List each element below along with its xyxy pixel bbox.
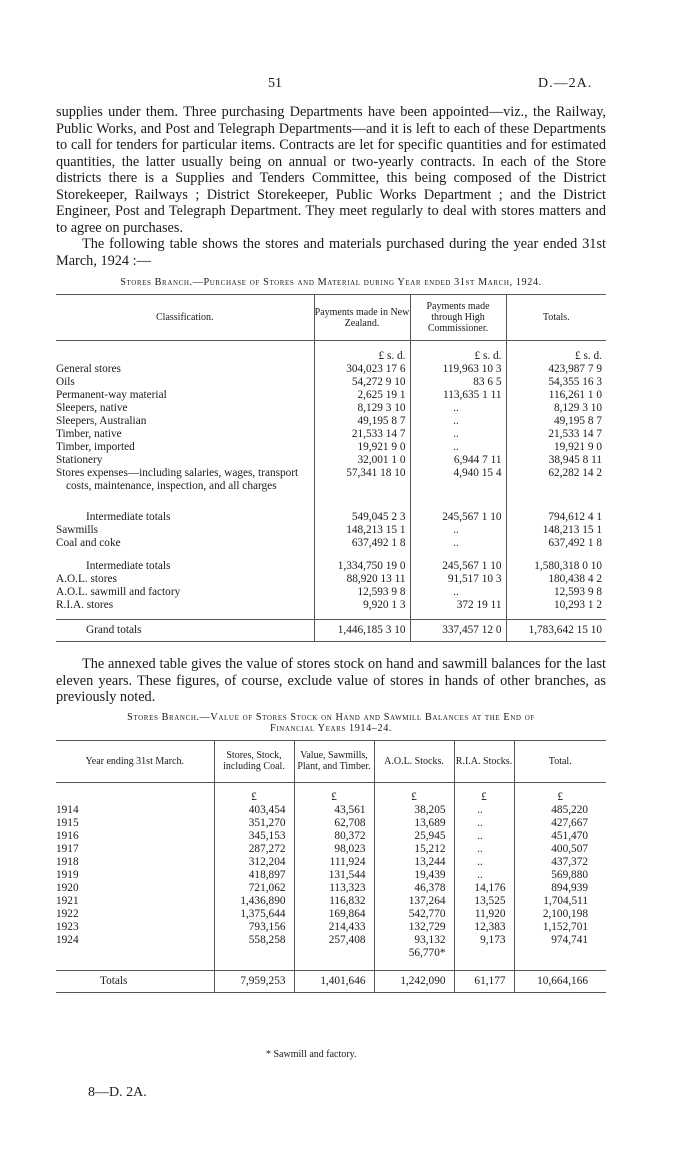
table-row <box>56 573 606 586</box>
cell-a: 721,062 <box>214 882 294 895</box>
cell-b: 116,832 <box>294 895 374 908</box>
cell-tot: 794,612 4 1 <box>506 511 606 524</box>
row-label: A.O.L. stores <box>56 572 117 585</box>
table-row <box>56 804 606 817</box>
row-label: Sawmills <box>56 523 99 536</box>
row-year: 1918 <box>56 856 79 868</box>
cell-tot: 38,945 8 11 <box>506 454 606 467</box>
cell-d: .. <box>454 856 514 869</box>
cell-hc: 372 19 11 <box>410 599 506 612</box>
cell-c: 46,378 <box>374 882 454 895</box>
cell-d: .. <box>454 817 514 830</box>
row-label: Intermediate totals <box>86 559 171 572</box>
cell-hc: 4,940 15 4 <box>410 467 506 493</box>
unit-label: £ <box>374 782 454 804</box>
cell-hc: 245,567 1 10 <box>410 560 506 573</box>
cell-e: 10,664,166 <box>514 970 606 992</box>
row-year: 1923 <box>56 921 79 933</box>
table-row <box>56 934 606 947</box>
cell-c: 13,689 <box>374 817 454 830</box>
cell-nz: 637,492 1 8 <box>314 537 410 550</box>
cell-nz: 9,920 1 3 <box>314 599 410 612</box>
table-row <box>56 830 606 843</box>
cell-a: 351,270 <box>214 817 294 830</box>
cell-nz: 12,593 9 8 <box>314 586 410 599</box>
stock-table <box>56 740 606 993</box>
row-label: Coal and coke <box>56 536 121 549</box>
cell-e: 894,939 <box>514 882 606 895</box>
cell-d: .. <box>454 804 514 817</box>
cell-a: 793,156 <box>214 921 294 934</box>
table-row <box>56 441 606 454</box>
cell-e: 400,507 <box>514 843 606 856</box>
cell-hc: 337,457 12 0 <box>410 620 506 642</box>
table-row <box>56 817 606 830</box>
cell-d: 13,525 <box>454 895 514 908</box>
table-row <box>56 376 606 389</box>
unit-label: £ <box>294 782 374 804</box>
table1-caption: Stores Branch.—Purchase of Stores and Material during Year ended 31st March, 1924. <box>120 277 542 288</box>
cell-d: .. <box>454 843 514 856</box>
cell-nz: 88,920 13 11 <box>314 573 410 586</box>
unit-label: £ s. d. <box>506 341 606 363</box>
table-row <box>56 537 606 550</box>
table-row <box>56 524 606 537</box>
cell-e: 569,880 <box>514 869 606 882</box>
cell-b: 43,561 <box>294 804 374 817</box>
row-year: 1915 <box>56 817 79 829</box>
cell-c: 93,132 <box>374 934 454 947</box>
cell-nz: 1,334,750 19 0 <box>314 560 410 573</box>
cell-d: 14,176 <box>454 882 514 895</box>
page-body <box>56 104 606 993</box>
cell-tot: 54,355 16 3 <box>506 376 606 389</box>
row-label: Timber, native <box>56 427 122 440</box>
cell-c: 38,205 <box>374 804 454 817</box>
col-nz-payments: Payments made in New Zealand. <box>314 295 410 341</box>
cell-e: 437,372 <box>514 856 606 869</box>
cell-hc: 6,944 7 11 <box>410 454 506 467</box>
cell-a: 345,153 <box>214 830 294 843</box>
cell-d: .. <box>454 830 514 843</box>
table2-caption-line1: Stores Branch.—Value of Stores Stock on Hand and Sawmill Balances at the End of <box>127 711 535 723</box>
cell-a: 1,375,644 <box>214 908 294 921</box>
table-row <box>56 467 606 493</box>
cell-tot: 10,293 1 2 <box>506 599 606 612</box>
col-year: Year ending 31st March. <box>85 755 184 767</box>
col-stores-stock: Stores, Stock, including Coal. <box>214 740 294 782</box>
page-number: 51 <box>268 76 282 91</box>
cell-a: 418,897 <box>214 869 294 882</box>
table-row <box>56 454 606 467</box>
table-row <box>56 869 606 882</box>
cell-e <box>514 947 606 960</box>
cell-tot: 1,783,642 15 10 <box>506 620 606 642</box>
row-label: Sleepers, native <box>56 401 128 414</box>
table-row <box>56 586 606 599</box>
table-row <box>56 856 606 869</box>
table-row <box>56 428 606 441</box>
cell-a: 1,436,890 <box>214 895 294 908</box>
cell-nz: 1,446,185 3 10 <box>314 620 410 642</box>
cell-nz: 49,195 8 7 <box>314 415 410 428</box>
table-row <box>56 843 606 856</box>
cell-tot: 1,580,318 0 10 <box>506 560 606 573</box>
row-year: 1924 <box>56 934 79 946</box>
cell-a: 403,454 <box>214 804 294 817</box>
cell-tot: 180,438 4 2 <box>506 573 606 586</box>
paragraph-2: The following table shows the stores and materials purchased during the year ended 31st March, 1924 :— <box>56 236 606 269</box>
unit-label: £ <box>214 782 294 804</box>
purchases-table <box>56 294 606 642</box>
document-reference: D.—2A. <box>538 76 593 91</box>
col-totals: Totals. <box>506 295 606 341</box>
table-row <box>56 599 606 612</box>
cell-c: 1,242,090 <box>374 970 454 992</box>
cell-c: 19,439 <box>374 869 454 882</box>
col-aol-stocks: A.O.L. Stocks. <box>374 740 454 782</box>
row-year: 1917 <box>56 843 79 855</box>
row-label: General stores <box>56 362 121 375</box>
cell-a: 558,258 <box>214 934 294 947</box>
cell-e: 974,741 <box>514 934 606 947</box>
cell-d: 9,173 <box>454 934 514 947</box>
row-label: Stores expenses—including salaries, wages, transport costs, maintenance, inspection, and all charges <box>56 466 299 492</box>
row-label: A.O.L. sawmill and factory <box>56 585 181 598</box>
cell-hc: .. <box>410 415 506 428</box>
grand-total-row <box>56 620 606 642</box>
row-year: 1920 <box>56 882 79 894</box>
table2-caption-line2: Financial Years 1914–24. <box>269 722 393 734</box>
cell-e: 1,704,511 <box>514 895 606 908</box>
cell-d: 12,383 <box>454 921 514 934</box>
paragraph-3: The annexed table gives the value of stores stock on hand and sawmill balances for the last eleven years. These figures, of course, exclude value of stores in hands of other branches, as previously noted. <box>56 656 606 705</box>
unit-label: £ s. d. <box>410 341 506 363</box>
cell-a: 312,204 <box>214 856 294 869</box>
cell-b: 62,708 <box>294 817 374 830</box>
cell-e: 451,470 <box>514 830 606 843</box>
unit-label: £ s. d. <box>314 341 410 363</box>
cell-a <box>214 947 294 960</box>
cell-a: 287,272 <box>214 843 294 856</box>
cell-tot: 116,261 1 0 <box>506 389 606 402</box>
cell-b <box>294 947 374 960</box>
cell-hc: .. <box>410 428 506 441</box>
cell-nz: 148,213 15 1 <box>314 524 410 537</box>
cell-e: 427,667 <box>514 817 606 830</box>
row-year: 1914 <box>56 804 79 816</box>
paragraph-1: supplies under them. Three purchasing Departments have been appointed—viz., the Railway, Public Works, and Post and Telegraph Departments—and it is left to each of these Departments to call for tenders for particular items. Contracts are let for specific quantities and for estimated quantities, the latter usually being on annual or two-yearly contracts. In each of the Store districts there is a Supplies and Tenders Committee, this being composed of the District Storekeeper, Railways ; District Storekeeper, Public Works Department ; and the District Engineer, Post and Telegraph Department. They meet regularly to deal with stores matters and to agree on purchases. <box>56 104 606 236</box>
cell-a: 7,959,253 <box>214 970 294 992</box>
cell-nz: 57,341 18 10 <box>314 467 410 493</box>
col-sawmills: Value, Sawmills, Plant, and Timber. <box>294 740 374 782</box>
cell-nz: 304,023 17 6 <box>314 363 410 376</box>
table-row <box>56 415 606 428</box>
table-row <box>56 511 606 524</box>
cell-tot: 8,129 3 10 <box>506 402 606 415</box>
row-year: 1916 <box>56 830 79 842</box>
cell-nz: 54,272 9 10 <box>314 376 410 389</box>
cell-hc: 113,635 1 11 <box>410 389 506 402</box>
cell-tot: 148,213 15 1 <box>506 524 606 537</box>
cell-hc: .. <box>410 441 506 454</box>
cell-b: 80,372 <box>294 830 374 843</box>
table-row <box>56 389 606 402</box>
cell-tot: 423,987 7 9 <box>506 363 606 376</box>
row-label: Totals <box>100 974 128 987</box>
cell-d: 61,177 <box>454 970 514 992</box>
footnote: * Sawmill and factory. <box>266 1049 357 1060</box>
cell-tot: 637,492 1 8 <box>506 537 606 550</box>
cell-tot: 12,593 9 8 <box>506 586 606 599</box>
cell-b: 111,924 <box>294 856 374 869</box>
unit-label: £ <box>454 782 514 804</box>
row-year <box>56 947 214 960</box>
cell-c: 137,264 <box>374 895 454 908</box>
row-label: Sleepers, Australian <box>56 414 147 427</box>
row-label: Timber, imported <box>56 440 135 453</box>
row-label: Permanent-way material <box>56 388 167 401</box>
cell-tot: 19,921 9 0 <box>506 441 606 454</box>
table-row <box>56 402 606 415</box>
cell-e: 2,100,198 <box>514 908 606 921</box>
cell-c: 56,770* <box>374 947 454 960</box>
cell-tot: 62,282 14 2 <box>506 467 606 493</box>
unit-label: £ <box>514 782 606 804</box>
cell-hc: .. <box>410 586 506 599</box>
cell-hc: 119,963 10 3 <box>410 363 506 376</box>
cell-e: 1,152,701 <box>514 921 606 934</box>
cell-c: 15,212 <box>374 843 454 856</box>
row-year: 1919 <box>56 869 79 881</box>
cell-b: 98,023 <box>294 843 374 856</box>
table-row <box>56 908 606 921</box>
cell-c: 25,945 <box>374 830 454 843</box>
cell-b: 169,864 <box>294 908 374 921</box>
cell-b: 131,544 <box>294 869 374 882</box>
col-ria-stocks: R.I.A. Stocks. <box>454 740 514 782</box>
cell-b: 113,323 <box>294 882 374 895</box>
cell-hc: 245,567 1 10 <box>410 511 506 524</box>
row-year: 1922 <box>56 908 79 920</box>
cell-c: 542,770 <box>374 908 454 921</box>
cell-tot: 49,195 8 7 <box>506 415 606 428</box>
cell-hc: 91,517 10 3 <box>410 573 506 586</box>
table-row <box>56 882 606 895</box>
cell-d: .. <box>454 869 514 882</box>
cell-tot: 21,533 14 7 <box>506 428 606 441</box>
page-footer: 8—D. 2A. <box>88 1085 147 1100</box>
cell-hc: 83 6 5 <box>410 376 506 389</box>
cell-c: 13,244 <box>374 856 454 869</box>
cell-nz: 19,921 9 0 <box>314 441 410 454</box>
row-label: Grand totals <box>86 624 142 636</box>
row-label: R.I.A. stores <box>56 598 114 611</box>
cell-d: 11,920 <box>454 908 514 921</box>
cell-b: 214,433 <box>294 921 374 934</box>
row-label: Stationery <box>56 453 103 466</box>
col-total: Total. <box>514 740 606 782</box>
cell-b: 257,408 <box>294 934 374 947</box>
row-year: 1921 <box>56 895 79 907</box>
table-row <box>56 363 606 376</box>
cell-nz: 8,129 3 10 <box>314 402 410 415</box>
cell-e: 485,220 <box>514 804 606 817</box>
table-row <box>56 921 606 934</box>
row-label: Intermediate totals <box>86 510 171 523</box>
cell-nz: 549,045 2 3 <box>314 511 410 524</box>
col-hc-payments: Payments made through High Commissioner. <box>410 295 506 341</box>
table-row <box>56 895 606 908</box>
cell-b: 1,401,646 <box>294 970 374 992</box>
table-row <box>56 947 606 960</box>
table-row <box>56 560 606 573</box>
col-classification: Classification. <box>156 312 214 323</box>
cell-hc: .. <box>410 402 506 415</box>
row-label: Oils <box>56 375 75 388</box>
cell-hc: .. <box>410 537 506 550</box>
cell-nz: 2,625 19 1 <box>314 389 410 402</box>
cell-d <box>454 947 514 960</box>
cell-c: 132,729 <box>374 921 454 934</box>
cell-hc: .. <box>410 524 506 537</box>
cell-nz: 32,001 1 0 <box>314 454 410 467</box>
totals-row <box>56 970 606 992</box>
cell-nz: 21,533 14 7 <box>314 428 410 441</box>
